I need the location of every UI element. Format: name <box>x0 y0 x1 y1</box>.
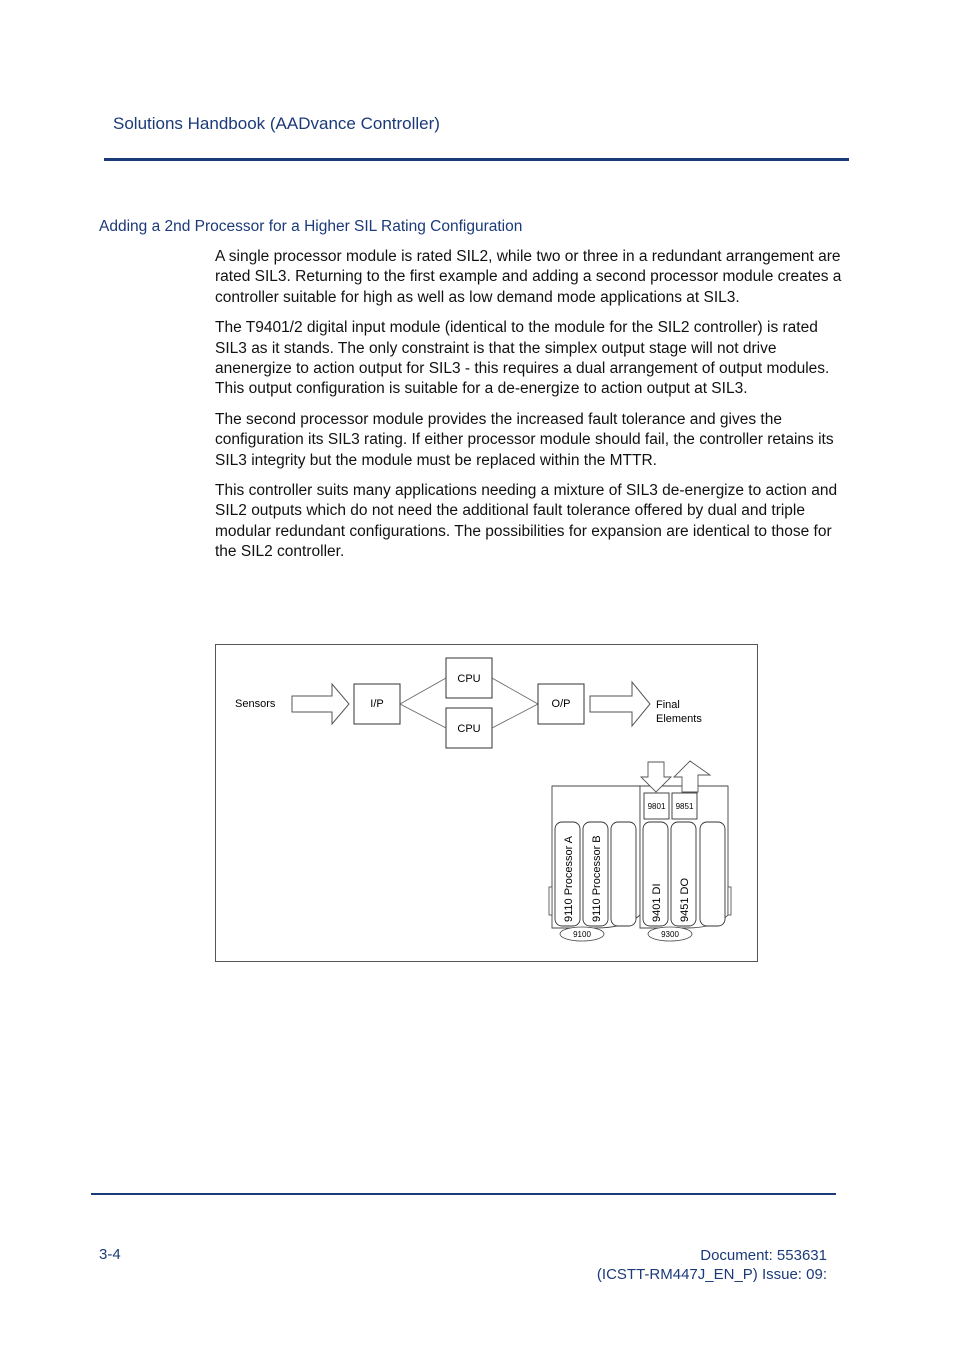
module-processor-a-label: 9110 Processor A <box>563 835 575 922</box>
document-reference <box>597 1246 827 1284</box>
final-elements-arrow <box>590 682 650 726</box>
sensors-label: Sensors <box>235 698 276 710</box>
hardware-assembly <box>549 761 731 941</box>
paragraph-1: A single processor module is rated SIL2, while two or three in a redundant arrangement are rated SIL3. Returning to the first example and adding a second processor module creates a controller suitable for high as well as low demand mode applications at SIL3. <box>215 248 842 306</box>
termination-9851-label: 9851 <box>675 802 694 811</box>
termination-9801-label: 9801 <box>647 802 666 811</box>
base-9300-label: 9300 <box>661 930 679 939</box>
final-label-1: Final <box>656 699 680 711</box>
final-label-2: Elements <box>656 713 702 725</box>
header-rule <box>104 158 849 161</box>
section-heading: Adding a 2nd Processor for a Higher SIL Rating Configuration <box>99 218 523 235</box>
cpu-top-label: CPU <box>457 673 481 685</box>
document-issue: (ICSTT-RM447J_EN_P) Issue: 09: <box>596 1266 827 1283</box>
footer-rule <box>91 1193 836 1195</box>
header-title: Solutions Handbook (AADvance Controller) <box>113 114 440 133</box>
module-do-label: 9451 DO <box>679 877 691 922</box>
module-empty-slot-2 <box>700 822 725 926</box>
paragraph-2: The T9401/2 digital input module (identical to the module for the SIL2 controller) is rated SIL3 as it stands. The only constraint is that the simplex output stage will not drive anenergize to action output for SIL3 - this requires a dual arrangement of output modules. This output configuration is suitable for a de-energize to action output at SIL3. <box>215 319 830 398</box>
base-9100-label: 9100 <box>573 930 591 939</box>
page-number: 3-4 <box>99 1246 121 1263</box>
paragraph-3: The second processor module provides the increased fault tolerance and gives the configuration its SIL3 rating. If either processor module should fail, the controller retains its SIL3 integrity but the module must be replaced within the MTTR. <box>215 410 834 469</box>
op-label: O/P <box>551 698 571 710</box>
diagram-canvas <box>216 645 759 963</box>
controller-diagram <box>215 644 758 962</box>
paragraph-4: This controller suits many applications needing a mixture of SIL3 de-energize to action and SIL2 outputs which do not need the additional fault tolerance offered by dual and triple modular redundant configurations. The possibilities for expansion are identical to those for the SIL2 controller. <box>215 482 838 561</box>
ip-label: I/P <box>370 698 384 710</box>
module-empty-slot-1 <box>611 822 636 926</box>
body-text <box>215 247 843 573</box>
module-processor-b-label: 9110 Processor B <box>591 835 603 922</box>
module-di-label: 9401 DI <box>651 883 663 922</box>
sensors-arrow <box>292 684 349 724</box>
document-number: Document: 553631 <box>700 1247 827 1264</box>
cpu-bottom-label: CPU <box>457 723 481 735</box>
